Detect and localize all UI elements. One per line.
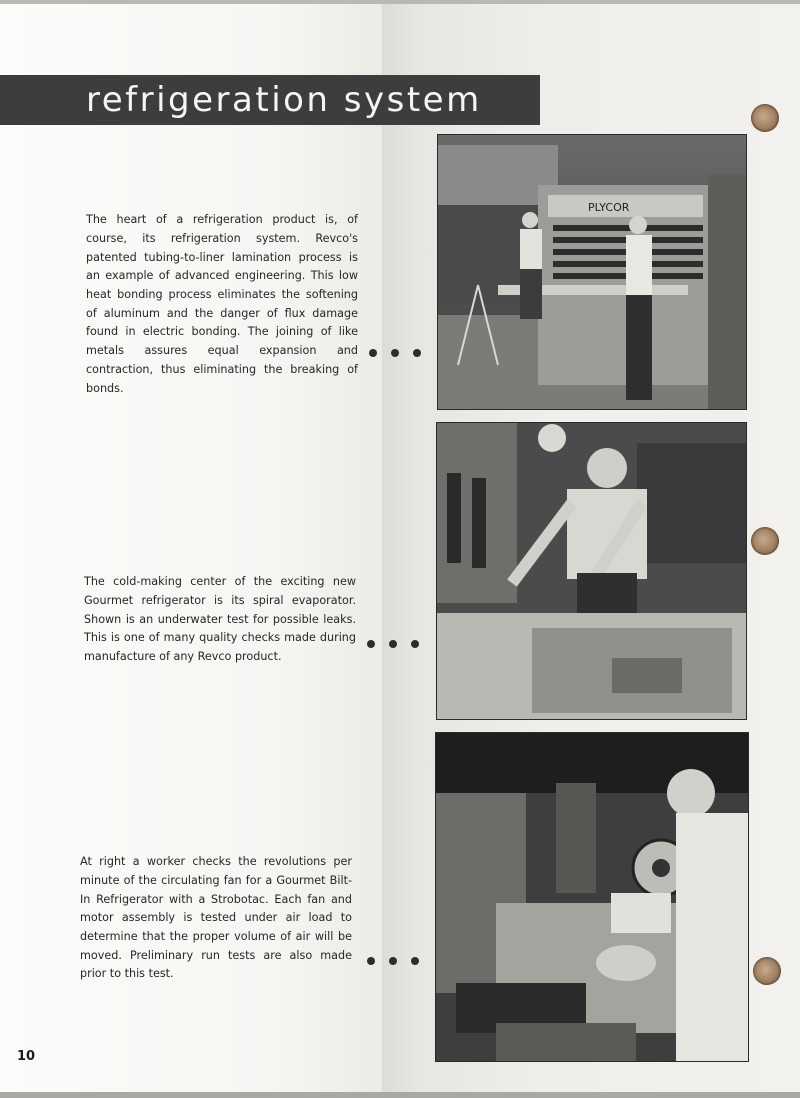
bullet-dots-2	[367, 640, 419, 648]
photo-lamination-press	[437, 134, 747, 410]
dot	[389, 640, 397, 648]
page-title: refrigeration system	[86, 80, 482, 120]
binder-hole	[751, 527, 779, 555]
press-sign: PLYCOR	[588, 201, 630, 214]
dot	[413, 349, 421, 357]
photo-underwater-leak-test	[436, 422, 747, 720]
top-edge	[0, 0, 800, 4]
dot	[389, 957, 397, 965]
page-number: 10	[17, 1049, 36, 1064]
dot	[411, 640, 419, 648]
bullet-dots-1	[369, 349, 421, 357]
dot	[391, 349, 399, 357]
dot	[369, 349, 377, 357]
dot	[411, 957, 419, 965]
paragraph-evaporator: The cold-making center of the exciting new Gourmet refrigerator is its spiral evaporator. Shown is an underwater test for possible leaks. This is one of many quality checks made during manufacture of any Revco product.	[84, 575, 356, 663]
photo-fan-strobotac-test	[435, 732, 749, 1062]
dot	[367, 957, 375, 965]
binder-hole	[753, 957, 781, 985]
dot	[367, 640, 375, 648]
bottom-edge	[0, 1092, 800, 1098]
paragraph-lamination: The heart of a refrigeration product is, of course, its refrigeration system. Revco's patented tubing-to-liner lamination process is an example of advanced engineering. This low heat bonding process eliminates the softening of aluminum and the danger of flux damage found in electric bonding. The joining of like metals assures equal expansion and contraction, thus eliminating the breaking of bonds.	[86, 213, 358, 395]
bullet-dots-3	[367, 957, 419, 965]
binder-hole	[751, 104, 779, 132]
paragraph-fan-test: At right a worker checks the revolutions per minute of the circulating fan for a Gourmet Bilt-In Refrigerator with a Strobotac. Each fan and motor assembly is tested under air load to determine that the proper volume of air will be moved. Preliminary run tests are also made prior to this test.	[80, 855, 352, 981]
